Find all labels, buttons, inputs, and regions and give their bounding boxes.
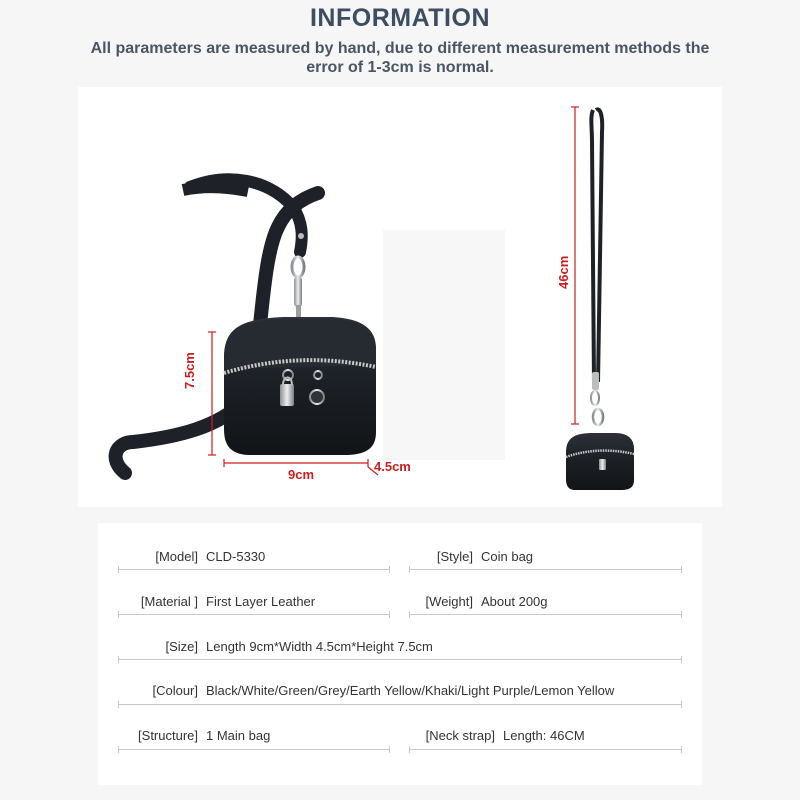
coin-bag-with-strap-image — [566, 107, 634, 490]
product-photo-panel — [78, 87, 722, 507]
spec-colour-key: [Colour] — [152, 682, 198, 698]
spec-structure — [118, 724, 270, 746]
spec-weight — [409, 590, 548, 612]
spec-neck-strap-key: [Neck strap] — [425, 727, 495, 743]
spec-model-key: [Model] — [155, 548, 198, 564]
length-dimension-label: 9cm — [288, 467, 315, 482]
spec-size-divider — [118, 659, 682, 660]
spec-size-key: [Size] — [165, 638, 198, 654]
spec-material — [118, 590, 315, 612]
spec-weight-divider — [409, 614, 682, 615]
spec-structure-key: [Structure] — [138, 727, 198, 743]
spec-material-value: First Layer Leather — [206, 593, 316, 609]
spec-colour — [118, 679, 614, 701]
spec-size — [118, 635, 433, 657]
page-title: INFORMATION — [309, 4, 490, 32]
header — [0, 0, 800, 86]
spec-style — [409, 545, 533, 567]
spec-material-divider — [118, 614, 390, 615]
spec-size-value: Length 9cm*Width 4.5cm*Height 7.5cm — [206, 638, 433, 654]
page-subtitle: All parameters are measured by hand, due to different measurement methods the error of 1-3cm is normal. — [90, 40, 710, 76]
spec-colour-value: Black/White/Green/Grey/Earth Yellow/Khaki/Light Purple/Lemon Yellow — [206, 682, 615, 698]
spec-style-key: [Style] — [436, 548, 473, 564]
spec-style-value: Coin bag — [481, 548, 534, 564]
product-photo-svg — [78, 87, 722, 507]
spec-neck-strap — [409, 724, 585, 746]
coin-bag-image — [116, 179, 378, 475]
spec-model-divider — [118, 569, 390, 570]
spec-neck-strap-divider — [409, 749, 682, 750]
width-dimension-label: 4.5cm — [374, 459, 411, 474]
background-panel — [383, 230, 505, 460]
spec-weight-value: About 200g — [481, 593, 548, 609]
padlock-icon — [280, 384, 294, 406]
spec-structure-value: 1 Main bag — [206, 727, 271, 743]
spec-structure-divider — [118, 749, 390, 750]
spec-model-value: CLD-5330 — [206, 548, 266, 564]
spec-style-divider — [409, 569, 682, 570]
spec-colour-divider — [118, 704, 682, 705]
spec-model — [118, 545, 265, 567]
strap-length-dimension-label: 46cm — [556, 255, 571, 289]
spec-neck-strap-value: Length: 46CM — [503, 727, 585, 743]
height-dimension-label: 7.5cm — [182, 352, 197, 389]
spec-material-key: [Material ] — [140, 593, 198, 609]
spec-weight-key: [Weight] — [425, 593, 473, 609]
